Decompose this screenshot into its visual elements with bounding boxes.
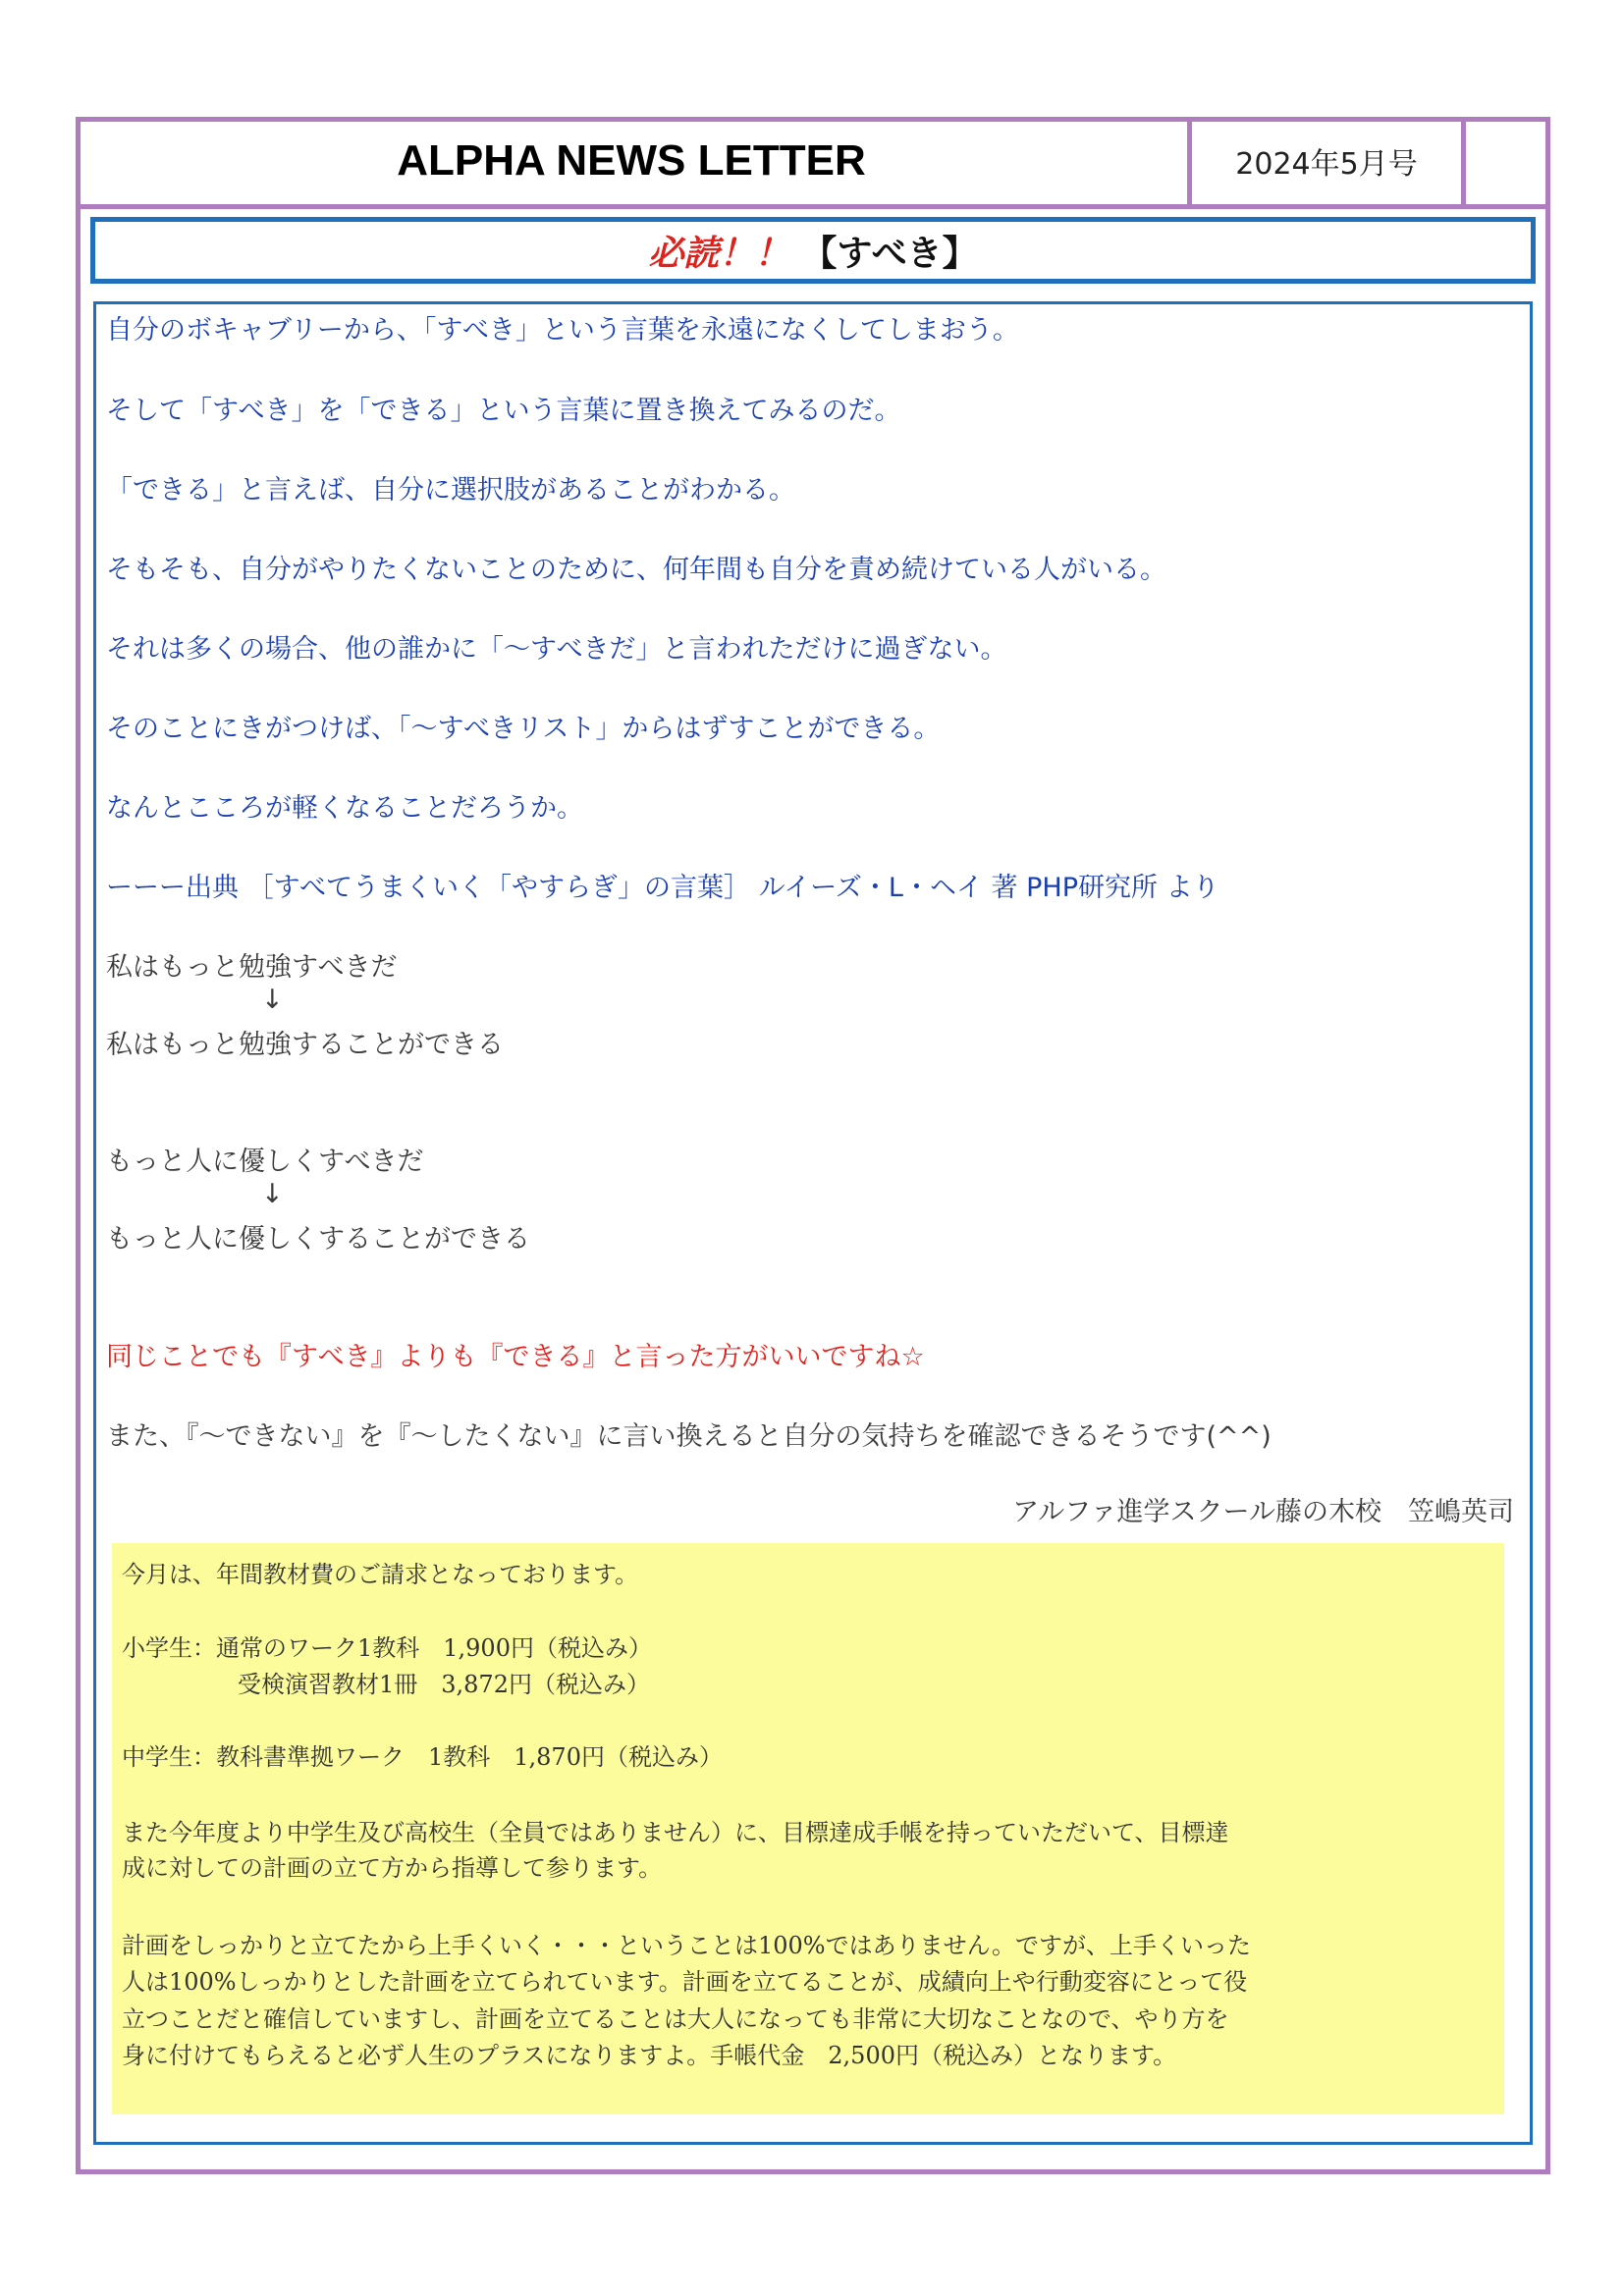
notice-line: 立つことだと確信していますし、計画を立てることは大人になっても非常に大切なことなので、やり方を — [122, 2005, 1229, 2033]
newsletter-title: ALPHA NEWS LETTER — [397, 135, 866, 185]
notice-line: 人は100%しっかりとした計画を立てられています。計画を立てることが、成績向上や行動変容にとって役 — [122, 1968, 1248, 1996]
notice-box — [112, 1543, 1504, 2114]
notice-line: 小学生：通常のワーク1教科 1,900円（税込み） — [122, 1634, 652, 1662]
example-before: もっと人に優しくすべきだ — [106, 1147, 424, 1177]
notice-line: 計画をしっかりと立てたから上手くいく・・・ということは100%ではありません。ですが、上手くいった — [122, 1932, 1252, 1959]
headline-box — [90, 217, 1536, 284]
article-paragraph: そして「すべき」を「できる」という言葉に置き換えてみるのだ。 — [106, 396, 901, 426]
notice-line: 中学生：教科書準拠ワーク 1教科 1,870円（税込み） — [122, 1743, 723, 1771]
notice-line: 身に付けてもらえると必ず人生のプラスになりますよ。手帳代金 2,500円（税込み）となります。 — [122, 2042, 1177, 2069]
article-paragraph: そもそも、自分がやりたくないことのために、何年間も自分を責め続けている人がいる。 — [106, 555, 1166, 585]
newsletter-header — [76, 117, 1550, 209]
example-before: 私はもっと勉強すべきだ — [106, 952, 398, 983]
conclusion-text: 同じことでも『すべき』よりも『できる』と言った方がいいですね☆ — [106, 1342, 925, 1372]
headline-emphasis: 必読！！ — [648, 233, 790, 274]
article-paragraph: そのことにきがつけば、「～すべきリスト」からはずすことができる。 — [106, 714, 941, 744]
notice-line: 今月は、年間教材費のご請求となっております。 — [122, 1561, 639, 1588]
author-signature: アルファ進学スクール藤の木校 笠嶋英司 — [1012, 1497, 1514, 1527]
article-paragraph: それは多くの場合、他の誰かに「～すべきだ」と言われただけに過ぎない。 — [106, 634, 1007, 665]
down-arrow-icon: ↓ — [261, 985, 284, 1015]
article-paragraph: 「できる」と言えば、自分に選択肢があることがわかる。 — [106, 475, 795, 506]
example-after: 私はもっと勉強することができる — [106, 1030, 504, 1060]
notice-line: また今年度より中学生及び高校生（全員ではありません）に、目標達成手帳を持っていただいて、目標達 — [122, 1819, 1229, 1846]
note-text: また、『～できない』を『～したくない』に言い換えると自分の気持ちを確認できるそうです(^^) — [106, 1421, 1272, 1452]
headline-topic: 【すべき】 — [801, 233, 978, 274]
source-citation: ーーー出典 ［すべてうまくいく「やすらぎ」の言葉］ ルイーズ・L・ヘイ 著 PHP研究所 より — [106, 873, 1219, 903]
issue-date: 2024年5月号 — [1187, 117, 1466, 204]
article-paragraph: 自分のボキャブリーから、「すべき」という言葉を永遠になくしてしまおう。 — [106, 315, 1019, 346]
notice-line: 受検演習教材1冊 3,872円（税込み） — [238, 1671, 650, 1698]
notice-line: 成に対しての計画の立て方から指導して参ります。 — [122, 1854, 663, 1882]
article-paragraph: なんとこころが軽くなることだろうか。 — [106, 793, 583, 824]
down-arrow-icon: ↓ — [261, 1179, 284, 1209]
example-after: もっと人に優しくすることができる — [106, 1224, 530, 1255]
